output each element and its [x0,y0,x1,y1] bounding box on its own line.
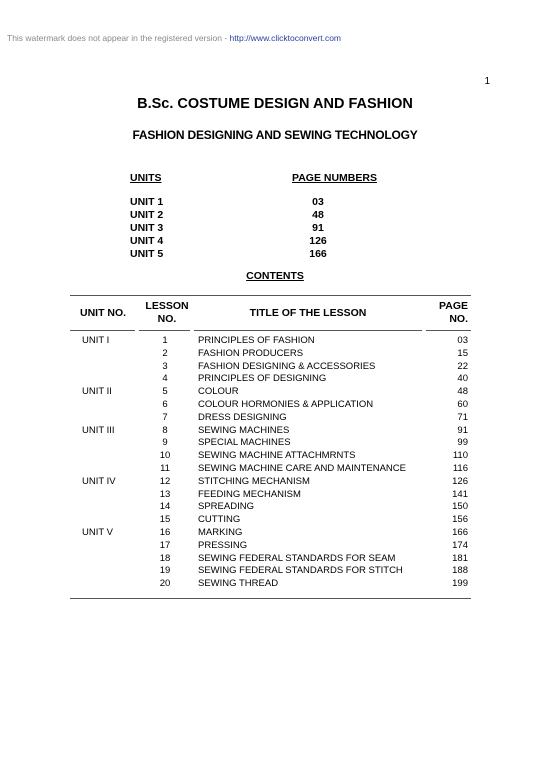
row-lesson-no: 1 [162,335,168,346]
row-lesson-no: 3 [162,360,168,372]
row-page-no: 22 [457,360,468,372]
table-row [0,412,550,425]
row-unit: UNIT I [82,335,110,346]
watermark-text: This watermark does not appear in the registered version - [7,33,230,43]
row-unit: UNIT II [82,386,112,398]
row-lesson-no: 9 [162,437,168,449]
table-row [0,335,550,348]
row-lesson-no: 7 [162,411,168,423]
table-row [0,463,550,476]
row-lesson-no: 15 [159,514,171,526]
document-title: B.Sc. COSTUME DESIGN AND FASHION [137,96,413,112]
table-bottom-rule [70,598,471,599]
row-lesson-title: SEWING MACHINE ATTACHMRNTS [198,450,356,462]
unit-page: 126 [309,235,327,247]
row-lesson-title: FEEDING MECHANISM [198,488,301,500]
table-row [0,399,550,412]
header-page-line1: PAGE [439,300,468,312]
row-page-no: 116 [452,463,468,474]
table-row [0,425,550,438]
row-lesson-no: 17 [159,539,171,551]
row-lesson-no: 12 [159,475,171,487]
table-row [0,437,550,450]
row-lesson-title: COLOUR HORMONIES & APPLICATION [198,399,374,410]
unit-name: UNIT 2 [130,209,164,221]
table-header-rule [194,330,422,331]
row-lesson-no: 6 [162,399,168,410]
row-lesson-title: SEWING MACHINE CARE AND MAINTENANCE [198,463,406,474]
header-lesson-line1: LESSON [145,300,189,312]
unit-name: UNIT 1 [130,196,164,208]
row-page-no: 71 [457,411,468,423]
table-top-rule [70,295,471,296]
watermark [7,33,341,43]
row-lesson-no: 14 [159,501,171,513]
row-lesson-title: SEWING THREAD [198,578,279,590]
row-lesson-title: PRINCIPLES OF FASHION [198,335,315,346]
row-lesson-title: MARKING [198,527,243,538]
table-row [0,540,550,553]
row-page-no: 181 [452,552,468,564]
row-page-no: 15 [457,347,468,359]
row-lesson-no: 13 [159,488,171,500]
document-subtitle: FASHION DESIGNING AND SEWING TECHNOLOGY [132,128,418,142]
row-unit: UNIT V [82,527,113,538]
unit-page: 166 [309,248,327,260]
contents-heading: CONTENTS [246,270,304,282]
table-header-rule [70,330,135,331]
unit-page: 48 [312,209,324,221]
table-row [0,527,550,540]
row-page-no: 03 [457,335,468,346]
row-page-no: 110 [452,450,468,462]
header-page-no [424,300,468,326]
units-summary-row [0,248,550,261]
row-page-no: 150 [452,501,468,513]
row-lesson-title: SPREADING [198,501,254,513]
row-page-no: 40 [457,373,468,385]
row-lesson-title: FASHION DESIGNING & ACCESSORIES [198,360,376,372]
row-lesson-no: 4 [162,373,168,385]
row-lesson-title: COLOUR [198,386,239,398]
unit-name: UNIT 5 [130,248,164,260]
table-row [0,361,550,374]
row-lesson-title: SEWING MACHINES [198,424,290,436]
header-lesson-title: TITLE OF THE LESSON [249,307,367,319]
units-column-header: UNITS [130,172,162,184]
row-page-no: 48 [457,386,468,398]
row-lesson-title: SEWING FEDERAL STANDARDS FOR SEAM [198,552,396,564]
row-page-no: 126 [452,475,468,487]
table-header-rule [426,330,471,331]
row-lesson-no: 11 [160,463,170,474]
units-summary-row [0,235,550,248]
table-row [0,348,550,361]
table-header-rule [139,330,190,331]
units-summary-row [0,196,550,209]
row-lesson-title: FASHION PRODUCERS [198,347,304,359]
units-summary-row [0,209,550,222]
row-lesson-title: DRESS DESIGNING [198,411,287,423]
row-page-no: 156 [452,514,468,526]
table-row [0,578,550,591]
units-summary-row [0,222,550,235]
row-page-no: 174 [452,539,468,551]
row-lesson-title: CUTTING [198,514,241,526]
row-lesson-no: 16 [159,527,171,538]
row-lesson-no: 8 [162,424,168,436]
row-lesson-title: PRINCIPLES OF DESIGNING [198,373,327,385]
row-lesson-no: 10 [159,450,171,462]
row-lesson-no: 5 [162,386,168,398]
row-page-no: 141 [452,488,468,500]
row-lesson-title: PRESSING [198,539,248,551]
table-row [0,501,550,514]
row-lesson-no: 18 [159,552,171,564]
table-row [0,514,550,527]
row-page-no: 91 [457,424,468,436]
table-row [0,553,550,566]
row-page-no: 199 [452,578,468,590]
row-page-no: 60 [457,399,468,410]
row-lesson-title: SPECIAL MACHINES [198,437,291,449]
table-row [0,565,550,578]
table-row [0,373,550,386]
row-lesson-title: SEWING FEDERAL STANDARDS FOR STITCH [198,565,403,577]
table-row [0,386,550,399]
unit-page: 91 [312,222,324,234]
row-page-no: 188 [452,565,468,577]
row-lesson-no: 19 [159,565,171,577]
unit-name: UNIT 4 [130,235,164,247]
table-row [0,450,550,463]
row-unit: UNIT IV [82,475,116,487]
row-lesson-title: STITCHING MECHANISM [198,475,310,487]
row-page-no: 166 [452,527,468,538]
header-unit-no: UNIT NO. [80,307,127,319]
header-lesson-no [140,300,194,326]
row-unit: UNIT III [82,424,115,436]
unit-page: 03 [312,196,324,208]
page-numbers-column-header: PAGE NUMBERS [292,172,377,184]
watermark-link[interactable]: http://www.clicktoconvert.com [229,33,342,43]
header-lesson-line2: NO. [157,313,177,325]
table-row [0,489,550,502]
row-lesson-no: 2 [162,347,168,359]
page-number: 1 [484,76,490,87]
unit-name: UNIT 3 [130,222,164,234]
table-row [0,476,550,489]
header-page-line2: NO. [449,313,468,325]
row-page-no: 99 [457,437,468,449]
row-lesson-no: 20 [159,578,171,590]
